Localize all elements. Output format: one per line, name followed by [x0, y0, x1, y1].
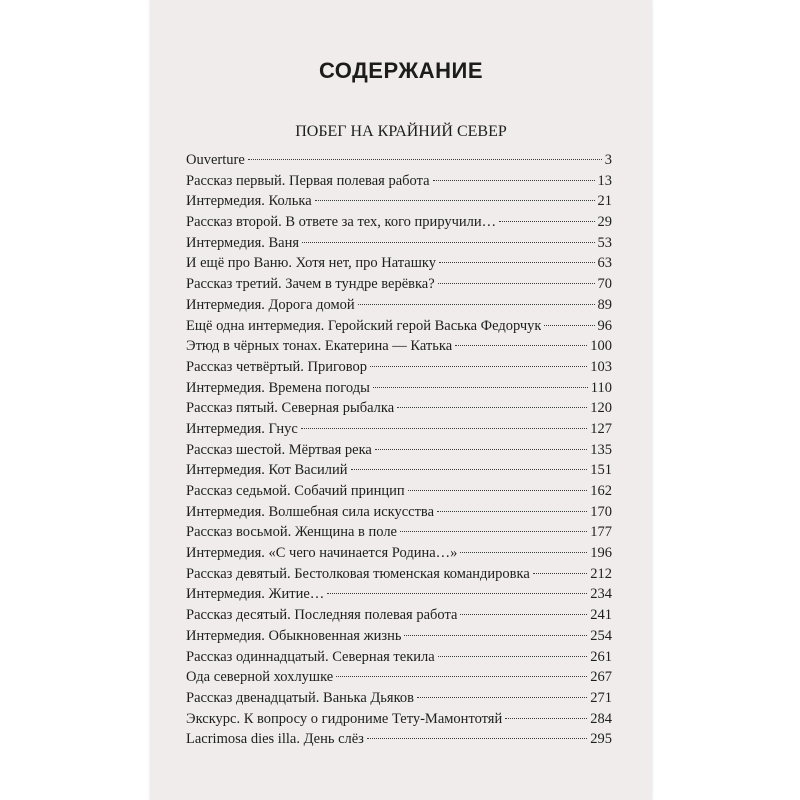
toc-entry-page: 267 [590, 669, 612, 686]
dot-leader [327, 593, 587, 594]
toc-entry-page: 261 [590, 648, 612, 665]
toc-entry-title: Интермедия. Колька [186, 193, 312, 210]
toc-entry [186, 419, 612, 440]
toc-entry-title: Интермедия. Житие… [186, 586, 325, 603]
dot-leader [397, 407, 587, 408]
toc-entry-title: Экскурс. К вопросу о гидрониме Тету-Мамонтотяй [186, 710, 503, 727]
toc-entry-title: Рассказ пятый. Северная рыбалка [186, 400, 395, 417]
toc-entry [186, 440, 612, 461]
toc-entry [186, 605, 612, 626]
toc-entry-title: Рассказ десятый. Последняя полевая работа [186, 607, 458, 624]
dot-leader [367, 738, 587, 739]
toc-entry-page: 110 [590, 379, 612, 396]
toc-entry-page: 241 [590, 607, 612, 624]
toc-entry-title: И ещё про Ваню. Хотя нет, про Наташку [186, 255, 436, 272]
toc-entry [186, 667, 612, 688]
toc-entry-title: Рассказ второй. В ответе за тех, кого приручили… [186, 214, 497, 231]
toc-entry-title: Интермедия. Дорога домой [186, 296, 355, 313]
dot-leader [351, 469, 588, 470]
toc-entry [186, 626, 612, 647]
toc-entry [186, 316, 612, 337]
dot-leader [499, 221, 594, 222]
toc-entry [186, 647, 612, 668]
toc-entry-page: 295 [590, 731, 612, 748]
dot-leader [408, 490, 588, 491]
toc-entry-page: 196 [590, 545, 612, 562]
toc-entry [186, 357, 612, 378]
toc-entry [186, 481, 612, 502]
toc-entry-title: Рассказ восьмой. Женщина в поле [186, 524, 397, 541]
toc-entry-page: 284 [590, 710, 612, 727]
toc-entry-title: Интермедия. Кот Василий [186, 462, 348, 479]
dot-leader [301, 428, 587, 429]
dot-leader [373, 387, 588, 388]
toc-entry-page: 29 [597, 214, 612, 231]
toc-entry-page: 21 [597, 193, 612, 210]
toc-entry [186, 729, 612, 750]
page-title: СОДЕРЖАНИЕ [318, 58, 484, 83]
toc-entry-title: Интермедия. Времена погоды [186, 379, 370, 396]
toc-entry [186, 274, 612, 295]
toc-entry-title: Ouverture [186, 152, 245, 168]
toc-entry-page: 212 [590, 565, 612, 582]
toc-entry [186, 378, 612, 399]
toc-entry-title: Интермедия. «С чего начинается Родина…» [186, 545, 458, 562]
toc-entry-title: Рассказ одиннадцатый. Северная текила [186, 648, 435, 665]
toc-entry [186, 295, 612, 316]
dot-leader [439, 262, 595, 263]
toc-entry [186, 336, 612, 357]
dot-leader [315, 200, 595, 201]
dot-leader [302, 242, 594, 243]
dot-leader [336, 676, 587, 677]
toc-entry-title: Интермедия. Гнус [186, 420, 298, 437]
toc-entry-page: 135 [590, 441, 612, 458]
toc-entry-page: 103 [590, 358, 612, 375]
dot-leader [544, 325, 594, 326]
toc-entry [186, 564, 612, 585]
toc-entry-title: Рассказ двенадцатый. Ванька Дьяков [186, 689, 414, 706]
toc-entry-page: 89 [597, 296, 612, 313]
toc-entry [186, 460, 612, 481]
dot-leader [505, 718, 587, 719]
dot-leader [370, 366, 587, 367]
toc-entry [186, 171, 612, 192]
toc-entry [186, 709, 612, 730]
toc-entry-page: 53 [597, 234, 612, 251]
toc-entry-page: 63 [597, 255, 612, 272]
toc-entry-title: Рассказ девятый. Бестолковая тюменская командировка [186, 565, 530, 582]
toc-entry-page: 3 [604, 152, 612, 168]
dot-leader [433, 180, 595, 181]
toc-entry [186, 191, 612, 212]
toc-entry [186, 253, 612, 274]
dot-leader [533, 573, 587, 574]
toc-entry [186, 543, 612, 564]
toc-entry-title: Ещё одна интермедия. Геройский герой Васька Федорчук [186, 317, 542, 334]
dot-leader [375, 449, 587, 450]
toc-entry-title: Интермедия. Ваня [186, 234, 300, 251]
toc-entry [186, 502, 612, 523]
toc-entry-title: Рассказ первый. Первая полевая работа [186, 172, 430, 189]
toc-entry [186, 233, 612, 254]
toc-entry [186, 150, 612, 171]
toc-entry-page: 162 [590, 483, 612, 499]
toc-entry-page: 96 [597, 317, 612, 334]
toc-entry [186, 398, 612, 419]
toc-entry-page: 271 [590, 689, 612, 706]
toc-entry-page: 177 [590, 524, 612, 541]
toc-entry [186, 522, 612, 543]
toc-entry-page: 70 [597, 276, 612, 293]
toc-entry-page: 254 [590, 627, 612, 644]
toc-entry-page: 151 [590, 462, 612, 479]
toc-entry-page: 234 [590, 586, 612, 603]
dot-leader [437, 511, 587, 512]
dot-leader [460, 614, 587, 615]
toc-entry [186, 688, 612, 709]
toc-entry-title: Ода северной хохлушке [186, 669, 334, 686]
toc-entry-page: 120 [590, 400, 612, 417]
toc-entry-title: Интермедия. Обыкновенная жизнь [186, 627, 402, 644]
dot-leader [417, 697, 587, 698]
dot-leader [438, 656, 588, 657]
toc-entry [186, 212, 612, 233]
toc-entry-page: 13 [597, 172, 612, 189]
dot-leader [358, 304, 595, 305]
dot-leader [460, 552, 587, 553]
dot-leader [404, 635, 587, 636]
toc-entry-page: 170 [590, 503, 612, 520]
toc-entry-title: Рассказ четвёртый. Приговор [186, 358, 368, 375]
toc-entry-title: Интермедия. Волшебная сила искусства [186, 503, 435, 520]
toc-entry [186, 584, 612, 605]
dot-leader [438, 283, 595, 284]
toc-entry-title: Рассказ седьмой. Собачий принцип [186, 483, 405, 499]
dot-leader [248, 159, 602, 160]
toc-entry-page: 100 [590, 338, 612, 355]
toc-entry-page: 127 [590, 420, 612, 437]
section-title: ПОБЕГ НА КРАЙНИЙ СЕВЕР [295, 123, 507, 140]
toc-entry-title: Lacrimosa dies illa. День слёз [186, 731, 364, 748]
dot-leader [455, 345, 587, 346]
toc-entry-title: Рассказ третий. Зачем в тундре верёвка? [186, 276, 435, 293]
toc-entry-title: Рассказ шестой. Мёртвая река [186, 441, 372, 458]
table-of-contents [186, 150, 612, 750]
toc-entry-title: Этюд в чёрных тонах. Екатерина — Катька [186, 338, 453, 355]
dot-leader [400, 531, 587, 532]
